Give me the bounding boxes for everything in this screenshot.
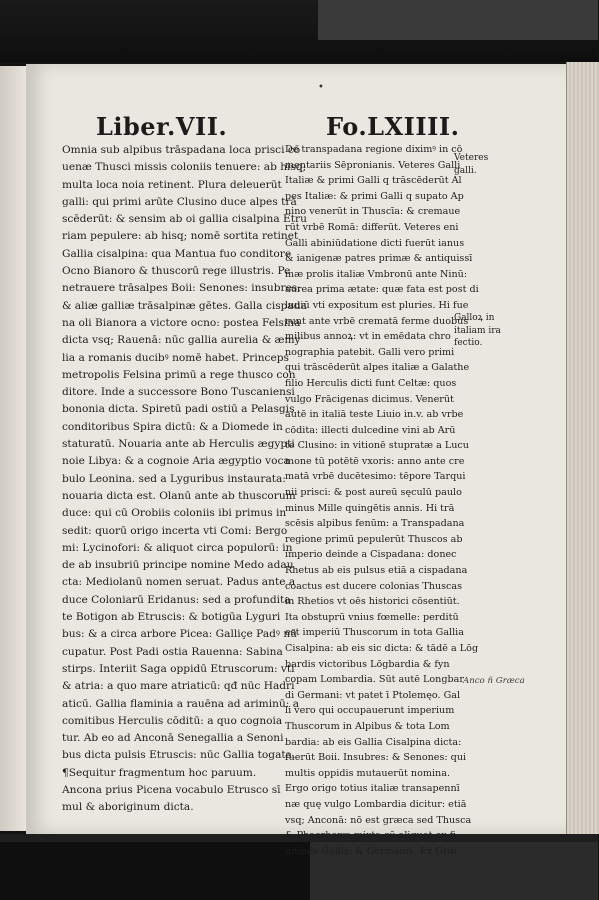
text-line: nouaria dicta est. Olanū ante ab thuscorum [62,489,296,502]
text-line: mul & aboriginum dicta. [62,801,194,814]
text-line: scēderūt: & sensim ab oi gallia cisalpina Etru [62,213,307,226]
top-background [0,0,598,62]
text-line: Italiæ & primi Galli q trāscēderūt Al [285,175,462,187]
left-page-edge [0,66,27,831]
text-line: conditoribus Spira dictū: & a Diomede in [62,420,283,433]
text-line: nitimis Gallis: & Germanis. Ex Græ [285,845,457,857]
text-line: næ quę vulgo Lombardia dicitur: etiā [285,798,467,810]
text-line: Omnia sub alpibus trāspadana loca prisci cō [62,144,301,156]
text-line: te Clusino: in vitionē stupratæ a Lucu [285,440,469,452]
text-line: di Germani: vt patet ī Ptolemęo. Gal [285,689,461,701]
text-line: riam pepulere: ab hisq; nomē sortita retinet [62,230,299,243]
text-line: mi: Lycinofori: & aliquot circa populorū: in [62,541,293,554]
text-line: & aliæ galliæ trāsalpinæ gētes. Galla cispada [62,299,307,312]
text-line: cōdita: illecti dulcedine vini ab Arū [285,424,456,436]
text-line: multa loca noia retinent. Plura deleuerūt [62,178,282,191]
text-line: copam Lombardia. Sūt autē Longbar [285,674,464,686]
text-line: sedit: quorū origo incerta vti Comi: Bergo [62,524,288,537]
text-line: vsq; Anconā: nō est græca sed Thusca [285,814,472,826]
running-head-right: Fo.LXIIII. [326,112,460,141]
margin-note-line: italiam ira [454,325,501,336]
text-line: bus dicta pulsis Etruscis: nūc Gallia togata. [62,749,296,762]
text-line: est imperiū Thuscorum in tota Gallia [285,627,464,639]
text-line: autē in italiā teste Liuio in.v. ab vrbe [285,409,464,421]
margin-note-line: fectio. [454,338,483,349]
text-line: Cisalpina: ab eis sic dicta: & tādē a Lōg [285,643,479,654]
text-line: mone tū potētē vxoris: anno ante cre [285,455,465,467]
text-line: & atria: a quo mare atriaticū: qđ nūc Hadri [62,680,295,693]
text-line: bus: & a circa arbore Picea: Galliçe Padꝰ nū [62,628,297,641]
margin-note-line: galli. [454,165,477,176]
text-line: De transpadana regione diximꝰ in cō [285,144,463,155]
text-line: filio Herculis dicti funt Celtæ: quos [285,377,457,389]
text-line: runt ante vrbē crematā ferme duobus [285,315,469,327]
text-line: Ancona prius Picena vocabulo Etrusco sī [62,783,281,796]
text-line: stirps. Interiit Saga oppidū Etruscorum: vti [62,662,295,675]
text-line: milibus annoꝝ: vt in emēdata chro [285,331,451,343]
text-line: & ianigenæ patres primæ & antiquissī [285,253,473,265]
text-line: vulgo Frācigenas dicimus. Venerūt [285,393,454,405]
text-line: duce: qui cū Orobiis coloniis ibi primus in [62,507,287,520]
text-line: mæ prolis italiæ Vmbronū ante Ninū: [285,268,468,280]
text-line: comitibus Herculis cōditū: a quo cognoia [62,714,283,727]
handwritten-annotation: Anco ñ Græca [463,676,525,686]
text-line: nino venerūt in Thuscīa: & cremaue [285,206,461,218]
text-line: luuiū vti expositum est pluries. Hi fue [285,299,469,311]
text-line: Thuscorum in Alpibus & tota Lom [285,720,450,732]
margin-note-line: Veteres [454,153,489,163]
text-line: bononia dicta. Spiretū padi ostiū a Pelasgis [62,403,295,416]
text-line: qui trāscēderūt alpes italiæ a Galathe [285,362,470,374]
text-line: uenæ Thusci missis coloniis tenuere: ab hisꝗ; [62,161,307,174]
margin-note-veteres-galli [454,152,488,177]
text-line: aurea prima ætate: quæ fata est post di [285,284,479,296]
text-line: coactus est ducere colonias Thuscas [285,580,463,592]
text-line: multis oppidis mutauerūt nomina. [285,767,450,779]
text-line: minus Mille quingētis annis. Hi trā [285,502,455,514]
folio-mark: • [318,82,324,93]
text-line: tur. Ab eo ad Anconā Senegallia a Senoni [62,732,284,745]
text-line: dicta vsq; Rauenā: nūc gallia aurelia & æmy [62,334,301,347]
text-line: ditore. Inde a successore Bono Tuscaniensi [62,386,295,399]
text-line: staturatū. Nouaria ante ab Herculis ægypti [62,438,295,451]
text-line: de ab insubriū principe nomine Medo adau [62,559,294,572]
left-text-column [62,142,307,817]
running-head-left: Liber.VII. [96,112,228,141]
text-line: bardis victoribus Lōgbardia & fyn [285,658,450,670]
text-line: Ocno Bianoro & thuscorū rege illustris. Pe [62,265,291,278]
text-line: matā vrbē ducētesimo: tēpore Tarqui [285,471,466,483]
text-line: Ergo origo totius italiæ transapennī [285,783,460,795]
text-line: bardia: ab eis Gallia Cisalpina dicta: [285,736,462,748]
text-line: duce Coloniarū Eridanus: sed a profundita [62,593,291,606]
text-line: Galli abiniūdatione dicti fuerūt ianus [285,237,465,249]
text-line: imperio deinde a Cispadana: donec [285,549,457,561]
text-line: cupatur. Post Padi ostia Rauenna: Sabina [62,645,283,658]
text-line: mentariis Sēpronianis. Veteres Galli [285,159,461,171]
text-line: li vero qui occupauerunt imperium [285,705,455,717]
text-line: regione primū pepulerūt Thuscos ab [285,533,463,545]
text-line: scēsis alpibus fenūm: a Transpadana [285,518,465,530]
text-line: in Rhetios vt oēs historici cōsentiūt. [285,596,460,608]
text-line: galli: qui primi arūte Clusino duce alpes trā [62,195,297,208]
text-line: noie Libya: & a cognoie Aria ægyptio voca [62,455,290,468]
text-line: pes Italiæ: & primi Galli q supato Ap [285,190,464,202]
text-line: ¶Sequitur fragmentum hoc paruum. [62,766,257,779]
text-line: Gallia cisalpina: qua Mantua fuo conditore [62,247,292,260]
text-line: fuerūt Boii. Insubres: & Senones: qui [285,752,467,764]
text-line: aticū. Gallia flaminia a rauēna ad ariminū: a [62,697,300,710]
text-line: metropolis Felsina primū a rege thusco con [62,368,296,381]
page-stack-edge [566,62,599,834]
text-line: lia a romanis ducibꝰ nomē habet. Princeps [62,351,289,364]
text-line: bulo Leonina. sed a Lyguribus instaurata: [62,472,286,485]
text-line: cta: Mediolanū nomen seruat. Padus ante a [62,576,296,589]
text-line: netrauere trāsalpes Boii: Senones: insubres: [62,282,301,295]
text-line: Rhetus ab eis pulsus etiā a cispadana [285,565,468,577]
text-line: te Botigon ab Etruscis: & botigūa Lyguri [62,611,281,624]
margin-note-gallorum-infectio [454,312,501,350]
text-line: nii prisci: & post aureū sęculū paulo [285,487,462,499]
margin-note-line: Galloꝝ in [454,313,495,323]
text-line: Ita obstuprū vnius fœmelle: perditū [285,611,459,623]
text-line: & Phaerhoræ mixta cū aliquot ex fi [285,830,457,842]
text-line: nographia patebit. Galli vero primi [285,346,455,358]
text-line: rūt vrbē Romā: differūt. Veteres eni [285,221,459,233]
text-line: na oli Bianora a victore ocno: postea Felsina [62,316,301,329]
